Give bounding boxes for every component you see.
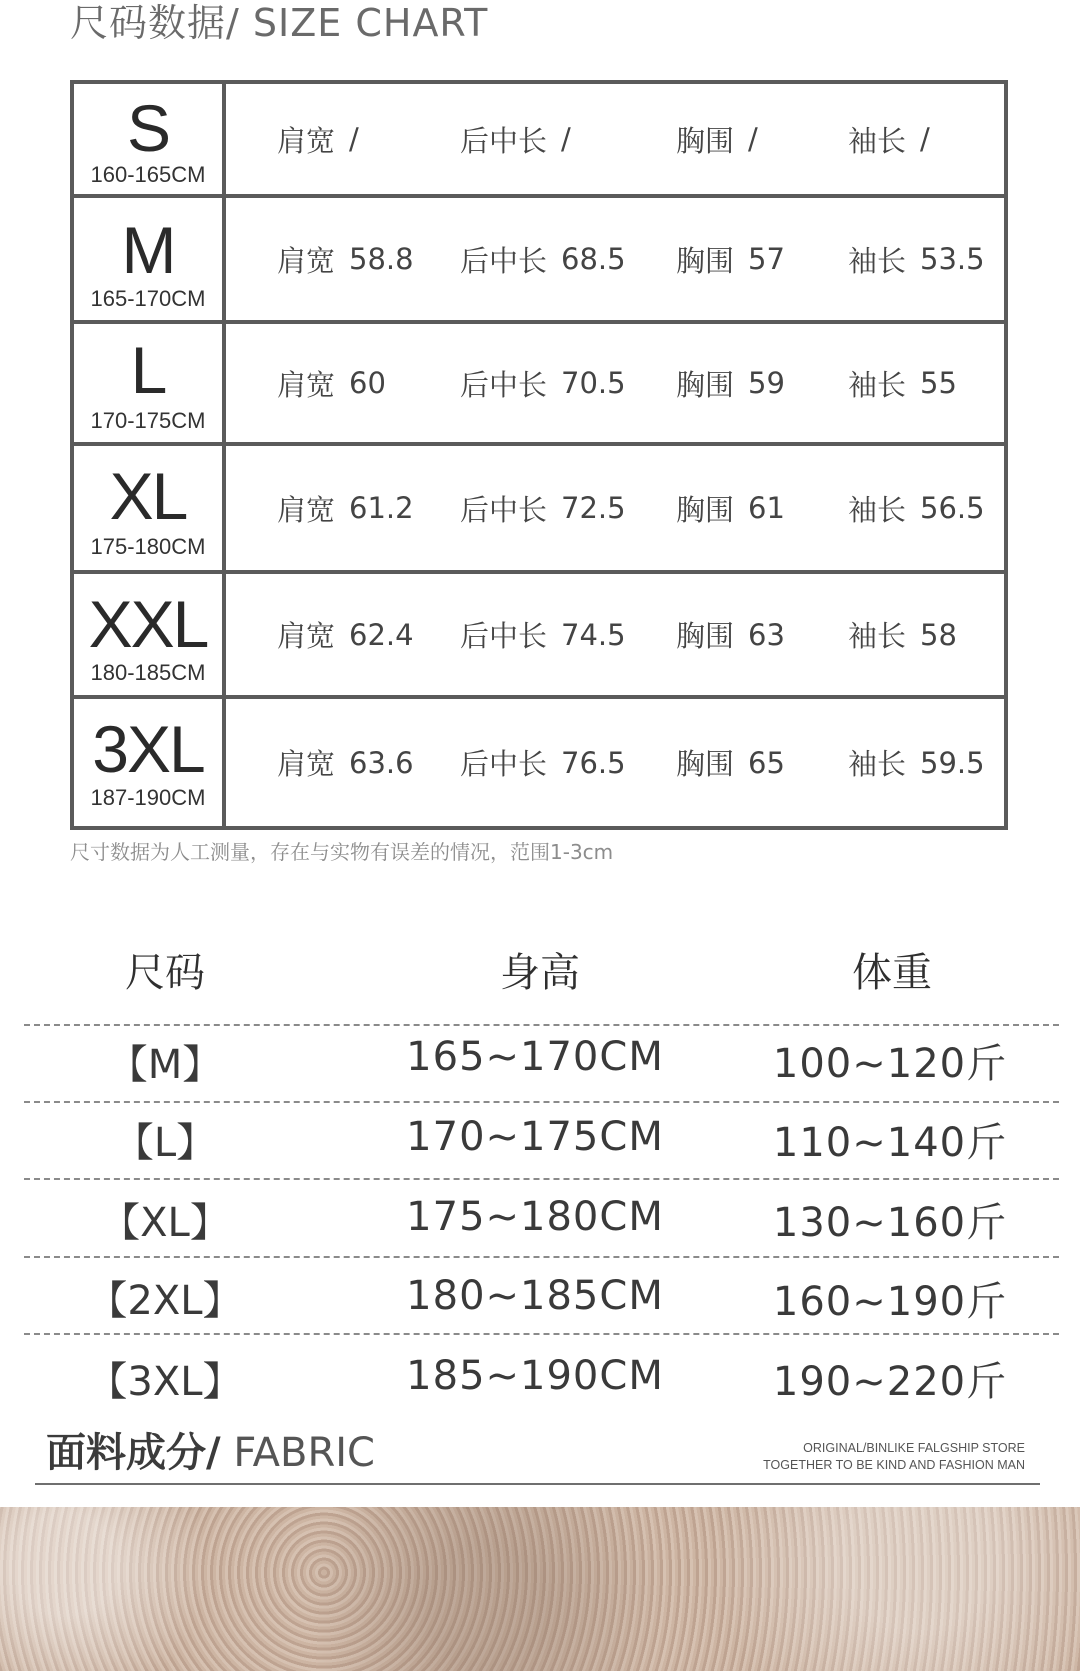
shoulder-measure bbox=[277, 198, 414, 320]
back-length-label: 后中长 bbox=[460, 367, 548, 402]
size-row-xxl bbox=[74, 574, 1004, 699]
size-range: 175-180CM bbox=[90, 534, 206, 559]
size-row-m bbox=[74, 198, 1004, 324]
sleeve-label: 袖长 bbox=[848, 619, 907, 653]
sleeve-measure bbox=[848, 446, 985, 570]
chest-value: 63 bbox=[748, 617, 785, 652]
ref-weight: 110~140斤 bbox=[772, 1120, 1008, 1166]
sleeve-label: 袖长 bbox=[848, 747, 907, 781]
size-code: S bbox=[126, 91, 170, 165]
sleeve-value: 53.5 bbox=[920, 242, 985, 276]
back-length-label: 后中长 bbox=[460, 492, 548, 527]
sleeve-value: / bbox=[920, 122, 930, 156]
fleece-fabric-photo bbox=[0, 1507, 1080, 1671]
ref-height: 180~185CM bbox=[406, 1273, 664, 1319]
shoulder-label: 肩宽 bbox=[277, 619, 336, 653]
size-chart-table bbox=[70, 80, 1008, 830]
size-code: M bbox=[121, 213, 175, 287]
ref-row bbox=[0, 1021, 1080, 1099]
shoulder-measure bbox=[277, 574, 414, 695]
size-row-s bbox=[74, 84, 1004, 198]
sleeve-label: 袖长 bbox=[848, 492, 907, 527]
back-length-label: 后中长 bbox=[460, 747, 548, 781]
back-length-measure bbox=[460, 84, 571, 194]
back-length-measure bbox=[460, 198, 626, 320]
page-title: 尺码数据/ SIZE CHART bbox=[70, 1, 489, 45]
shoulder-label: 肩宽 bbox=[277, 492, 336, 527]
size-code: L bbox=[130, 333, 166, 407]
ref-row bbox=[0, 1260, 1080, 1338]
ref-header-weight: 体重 bbox=[852, 950, 932, 996]
ref-size: 【3XL】 bbox=[87, 1359, 243, 1405]
back-length-measure bbox=[460, 324, 626, 442]
chest-value: / bbox=[748, 122, 758, 156]
ref-weight: 190~220斤 bbox=[772, 1359, 1008, 1405]
ref-row bbox=[0, 1181, 1080, 1259]
ref-size: 【2XL】 bbox=[87, 1278, 243, 1324]
ref-weight: 100~120斤 bbox=[772, 1041, 1008, 1087]
back-length-label: 后中长 bbox=[460, 123, 548, 158]
sleeve-measure bbox=[848, 198, 985, 320]
ref-size: 【XL】 bbox=[100, 1200, 230, 1246]
back-length-measure bbox=[460, 699, 626, 826]
size-row-3xl bbox=[74, 699, 1004, 826]
ref-height: 175~180CM bbox=[406, 1194, 664, 1240]
size-cell bbox=[74, 699, 226, 826]
size-range: 187-190CM bbox=[90, 785, 206, 810]
chest-label: 胸围 bbox=[676, 123, 735, 158]
fabric-title-cn: 面料成分/ bbox=[46, 1430, 221, 1476]
sleeve-value: 58 bbox=[920, 617, 957, 652]
shoulder-label: 肩宽 bbox=[277, 243, 336, 278]
sleeve-label: 袖长 bbox=[848, 123, 907, 158]
shoulder-label: 肩宽 bbox=[277, 123, 336, 158]
chest-value: 57 bbox=[748, 242, 785, 276]
shoulder-value: 62.4 bbox=[349, 617, 414, 652]
ref-weight: 130~160斤 bbox=[772, 1200, 1008, 1246]
back-length-value: / bbox=[561, 122, 571, 156]
back-length-value: 74.5 bbox=[561, 617, 626, 652]
sleeve-label: 袖长 bbox=[848, 367, 907, 402]
size-code: XL bbox=[109, 459, 187, 533]
back-length-label: 后中长 bbox=[460, 243, 548, 278]
size-range: 165-170CM bbox=[90, 286, 206, 311]
shoulder-measure bbox=[277, 699, 414, 826]
size-code: XXL bbox=[88, 587, 208, 661]
size-cell bbox=[74, 446, 226, 570]
sleeve-measure bbox=[848, 84, 930, 194]
chest-measure bbox=[676, 446, 785, 570]
sleeve-value: 55 bbox=[920, 366, 957, 400]
chest-measure bbox=[676, 574, 785, 695]
sleeve-measure bbox=[848, 699, 985, 826]
back-length-label: 后中长 bbox=[460, 619, 548, 653]
shoulder-label: 肩宽 bbox=[277, 747, 336, 781]
fabric-title-en: FABRIC bbox=[220, 1430, 375, 1476]
ref-size: 【M】 bbox=[107, 1042, 223, 1088]
size-range: 170-175CM bbox=[90, 408, 206, 433]
shoulder-measure bbox=[277, 446, 414, 570]
fabric-divider bbox=[35, 1483, 1040, 1485]
chest-measure bbox=[676, 84, 758, 194]
ref-weight: 160~190斤 bbox=[772, 1279, 1008, 1325]
sleeve-measure bbox=[848, 574, 957, 695]
back-length-value: 76.5 bbox=[561, 745, 626, 780]
sleeve-label: 袖长 bbox=[848, 243, 907, 278]
shoulder-value: 60 bbox=[349, 366, 386, 400]
size-cell bbox=[74, 198, 226, 320]
chest-measure bbox=[676, 324, 785, 442]
shoulder-label: 肩宽 bbox=[277, 367, 336, 402]
shoulder-value: 63.6 bbox=[349, 745, 414, 780]
ref-size: 【L】 bbox=[113, 1120, 217, 1166]
fabric-title bbox=[46, 1425, 375, 1481]
brand-line-2: TOGETHER TO BE KIND AND FASHION MAN bbox=[763, 1458, 1025, 1472]
back-length-value: 70.5 bbox=[561, 366, 626, 400]
shoulder-measure bbox=[277, 324, 386, 442]
brand-line-1: ORIGINAL/BINLIKE FALGSHIP STORE bbox=[803, 1441, 1025, 1455]
measurement-note: 尺寸数据为人工测量，存在与实物有误差的情况，范围1-3cm bbox=[70, 840, 614, 864]
size-row-xl bbox=[74, 446, 1004, 574]
chest-value: 61 bbox=[748, 491, 785, 525]
chest-label: 胸围 bbox=[676, 747, 735, 781]
shoulder-value: 61.2 bbox=[349, 491, 414, 525]
chest-measure bbox=[676, 699, 785, 826]
chest-label: 胸围 bbox=[676, 619, 735, 653]
chest-label: 胸围 bbox=[676, 492, 735, 527]
back-length-value: 72.5 bbox=[561, 491, 626, 525]
ref-height: 170~175CM bbox=[406, 1114, 664, 1160]
size-code: 3XL bbox=[92, 712, 204, 786]
size-range: 180-185CM bbox=[90, 660, 206, 685]
shoulder-value: 58.8 bbox=[349, 242, 414, 276]
chest-value: 65 bbox=[748, 745, 785, 780]
chest-measure bbox=[676, 198, 785, 320]
sleeve-value: 59.5 bbox=[920, 745, 985, 780]
ref-row bbox=[0, 1341, 1080, 1419]
ref-height: 165~170CM bbox=[406, 1034, 664, 1080]
size-cell bbox=[74, 324, 226, 442]
back-length-measure bbox=[460, 446, 626, 570]
ref-header-size: 尺码 bbox=[125, 950, 205, 996]
ref-header-height: 身高 bbox=[500, 950, 580, 996]
size-cell bbox=[74, 84, 226, 194]
sleeve-measure bbox=[848, 324, 957, 442]
shoulder-measure bbox=[277, 84, 359, 194]
ref-height: 185~190CM bbox=[406, 1353, 664, 1399]
ref-row bbox=[0, 1101, 1080, 1179]
back-length-measure bbox=[460, 574, 626, 695]
chest-value: 59 bbox=[748, 366, 785, 400]
size-row-l bbox=[74, 324, 1004, 446]
sleeve-value: 56.5 bbox=[920, 491, 985, 525]
size-cell bbox=[74, 574, 226, 695]
chest-label: 胸围 bbox=[676, 367, 735, 402]
size-range: 160-165CM bbox=[90, 162, 206, 187]
back-length-value: 68.5 bbox=[561, 242, 626, 276]
chest-label: 胸围 bbox=[676, 243, 735, 278]
shoulder-value: / bbox=[349, 122, 359, 156]
brand-tagline bbox=[763, 1440, 1025, 1474]
